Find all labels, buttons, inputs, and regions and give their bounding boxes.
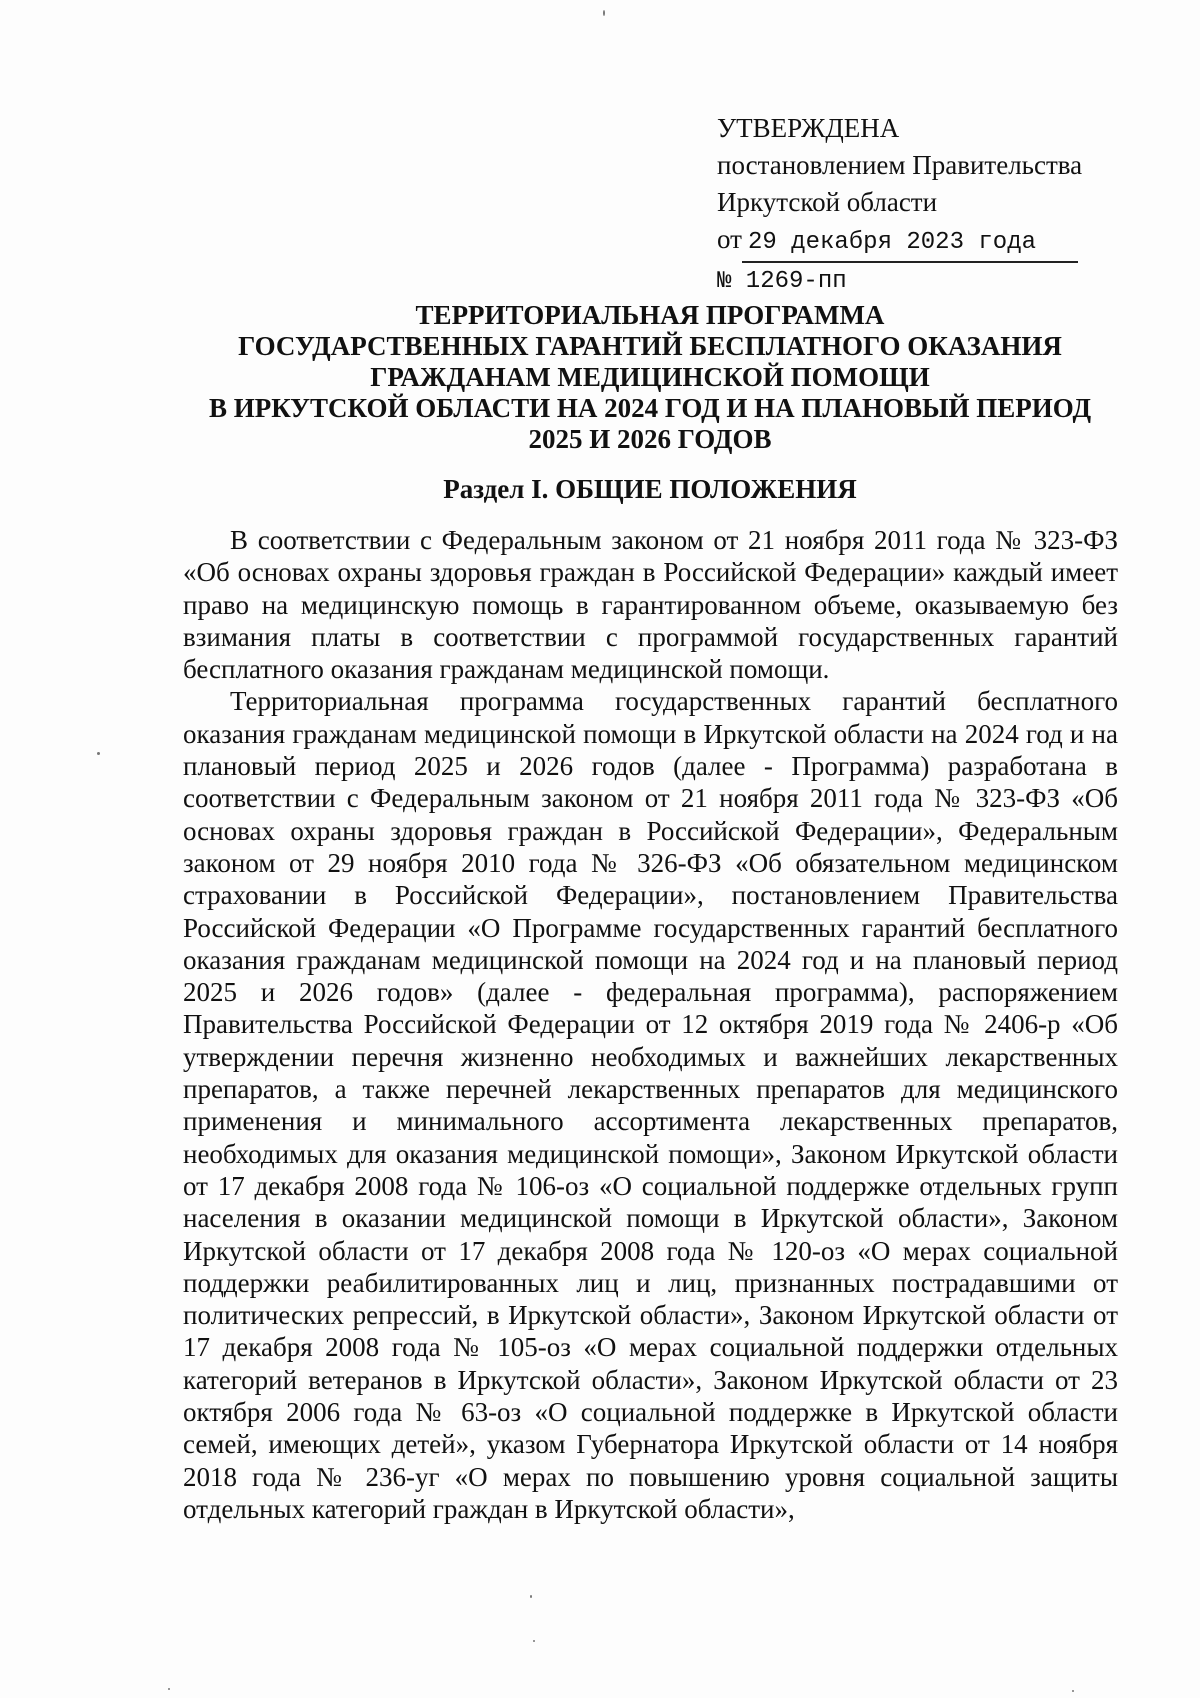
paragraph-2: Территориальная программа государственных гарантий бесплатного оказания гражданам медицинской помощи в Иркутской области на 2024 год и на плановый период 2025 и 2026 годов (далее - Программа) разработана в соответствии с Федеральным законом от 21 ноября 2011 года № 323-ФЗ «Об основах охраны здоровья граждан в Российской Федерации», Федеральным законом от 29 ноября 2010 года № 326-ФЗ «Об обязательном медицинском страховании в Российской Федерации», постановлением Правительства Российской Федерации «О Программе государственных гарантий бесплатного оказания гражданам медицинской помощи на 2024 год и на плановый период 2025 и 2026 годов» (далее - федеральная программа), распоряжением Правительства Российской Федерации от 12 октября 2019 года № 2406-р «Об утверждении перечня жизненно необходимых и важнейших лекарственных препаратов, а также перечней лекарственных препаратов для медицинского применения и минимального ассортимента лекарственных препаратов, необходимых для оказания медицинской помощи», Законом Иркутской области от 17 декабря 2008 года № 106-оз «О социальной поддержке отдельных групп населения в оказании медицинской помощи в Иркутской области», Законом Иркутской области от 17 декабря 2008 года № 120-оз «О мерах социальной поддержки реабилитированных лиц и лиц, признанных пострадавшими от политических репрессий, в Иркутской области», Законом Иркутской области от 17 декабря 2008 года № 105-оз «О мерах социальной поддержки отдельных категорий ветеранов в Иркутской области», Законом Иркутской области от 23 октября 2006 года № 63-оз «О социальной поддержке в Иркутской области семей, имеющих детей», указом Губернатора Иркутской области от 14 ноября 2018 года № 236-уг «О мерах по повышению уровня социальной защиты отдельных категорий граждан в Иркутской области»,	[183, 686, 1118, 1524]
approval-date-line	[717, 221, 1137, 263]
approval-heading: УТВЕРЖДЕНА	[717, 113, 900, 143]
approval-line-1: постановлением Правительства	[717, 150, 1083, 180]
title-line-2: ГОСУДАРСТВЕННЫХ ГАРАНТИЙ БЕСПЛАТНОГО ОКАЗАНИЯ	[238, 331, 1062, 361]
scan-speck	[533, 1640, 535, 1642]
approval-date-value: 29 декабря 2023 года	[742, 224, 1078, 263]
scan-speck	[603, 10, 605, 16]
scan-speck	[97, 752, 100, 755]
approval-line-2: Иркутской области	[717, 187, 938, 217]
approval-date-prefix: от	[717, 224, 742, 254]
document-title	[175, 300, 1125, 455]
scan-speck	[168, 1688, 170, 1690]
title-line-1: ТЕРРИТОРИАЛЬНАЯ ПРОГРАММА	[415, 300, 885, 330]
approval-number: № 1269-пп	[717, 268, 847, 295]
paragraph-1: В соответствии с Федеральным законом от 21 ноября 2011 года № 323-ФЗ «Об основах охраны здоровья граждан в Российской Федерации» каждый имеет право на медицинскую помощь в гарантированном объеме, оказываемую без взимания платы в соответствии с программой государственных гарантий бесплатного оказания гражданам медицинской помощи.	[183, 525, 1118, 685]
scan-speck	[1072, 1690, 1074, 1692]
title-line-3: ГРАЖДАНАМ МЕДИЦИНСКОЙ ПОМОЩИ	[370, 362, 930, 392]
section-heading: Раздел I. ОБЩИЕ ПОЛОЖЕНИЯ	[443, 474, 857, 504]
title-line-4: В ИРКУТСКОЙ ОБЛАСТИ НА 2024 ГОД И НА ПЛАНОВЫЙ ПЕРИОД	[208, 393, 1092, 423]
scan-speck	[530, 1595, 532, 1598]
approval-stamp-block	[717, 110, 1137, 300]
title-line-5: 2025 И 2026 ГОДОВ	[528, 424, 772, 454]
document-body	[183, 524, 1118, 1525]
